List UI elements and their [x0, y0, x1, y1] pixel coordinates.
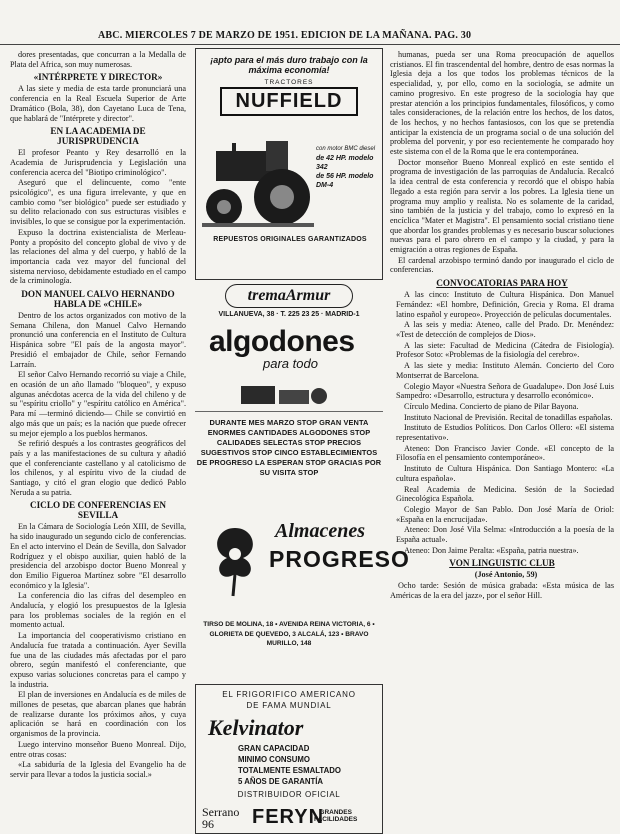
- article-paragraph: Luego intervino monseñor Bueno Monreal. Dijo, entre otras cosas:: [10, 739, 186, 759]
- feature-line: TOTALMENTE ESMALTADO: [238, 766, 341, 775]
- article-paragraph: El cardenal arzobispo terminó dando por inaugurado el ciclo de conferencias.: [390, 255, 614, 275]
- article-paragraph: A las siete y media de esta tarde pronunciará una conferencia en la Real Escuela Superior de Arte Dramático (Bola, 38), don Cayetano Luca de Tena, que hablará de "Intérprete y director".: [10, 84, 186, 123]
- spec-line: con motor BMC diesel: [316, 146, 376, 152]
- list-item: Círculo Medina. Concierto de piano de Pilar Bayona.: [404, 401, 579, 411]
- list-item: Colegio Mayor de San Pablo. Don José María de Oriol: «España en la encrucijada».: [396, 504, 614, 524]
- list-item: Ateneo: Don José Vila Selma: «Introducción a la poesía de la España actual».: [396, 525, 614, 545]
- article-paragraph: La importancia del cooperativismo cristiano en Andalucía fue tratada a continuación. Ayer Sevilla fue una de las ciudades más afectadas por el paro obrero, según manifestó el conferenciante, que expuso varias soluciones concretas para el campo y la industria.: [10, 631, 186, 689]
- kelvinator-ad: [195, 684, 383, 834]
- dealer-address: VILLANUEVA, 38 · T. 225 23 25 · MADRID-1: [218, 311, 360, 318]
- list-item: Instituto de Cultura Hispánica. Don Santiago Montero: «La cultura española».: [396, 464, 614, 483]
- ad-line: EL FRIGORIFICO AMERICANO: [222, 690, 356, 699]
- tractor-illustration: [202, 137, 314, 229]
- sale-ad: [195, 418, 383, 506]
- article-paragraph: Aseguró que el delincuente, como "ente psicológico", es una figura irrelevante, y que en cambio como "ser biológico" puede ser estudiado y su delito relacionado con sus estructuras visibles e invisibles, lo que se consigue por la experimentación.: [10, 178, 186, 227]
- article-paragraph: Expuso la doctrina existencialista de Merleau-Ponty a propósito del concepto global de vivo y de las relaciones del alma y del cuerpo, y habló de la importancia cada vez mayor del funcional del sistema nervioso, debidamente estudiado en el campo de la criminología.: [10, 227, 186, 286]
- section-heading: DON MANUEL CALVO HERNANDO HABLA DE «CHILE»: [21, 289, 175, 310]
- feature-line: GRAN CAPACIDAD: [238, 744, 310, 753]
- cotton-bundle-illustration: [235, 382, 335, 408]
- sale-text: DURANTE MES MARZO STOP GRAN VENTA ENORMES CANTIDADES ALGODONES STOP CALIDADES SELECTAS STOP PRECIOS SUGESTIVOS STOP CINCO ESTABLECIMIENTOS DE PROGRESO LA ESPERAN STOP GRACIAS POR SU VISITA STOP: [196, 418, 382, 477]
- ad-line: DE FAMA MUNDIAL: [246, 701, 332, 710]
- article-paragraph: El plan de inversiones en Andalucía es de miles de millones de pesetas, que abarcan planes que habrán de realizarse durante los próximos años, y cuya aplicación se hará en coordinación con los organismos de la provincia.: [10, 690, 186, 739]
- section-heading: «INTÉRPRETE Y DIRECTOR»: [33, 72, 163, 83]
- flower-icon: [205, 518, 265, 598]
- section-heading: VON LINGUISTIC CLUB: [449, 558, 555, 569]
- spec-line: de 56 HP. modelo DM-4: [316, 173, 374, 189]
- section-subheading: (José Antonio, 59): [474, 570, 538, 580]
- article-paragraph: Se refirió después a los contrastes geográficos del país y a las manifestaciones de su cultura y añadió que el conferenciante castellano y al catolicismo de los chilenos, y al espíritu vivo de la ciudad de Santiago, y citó el gran elogio que dedicó Pablo Neruda a su patria.: [10, 439, 186, 497]
- ad-slogan: ¡apto para el más duro trabajo con la máxima economía!: [210, 55, 368, 75]
- street-number: 96: [202, 817, 214, 831]
- article-paragraph: El profesor Peanto y Rey desarrolló en la Academia de Jurisprudencia y Legislación una conferencia acerca del "Biotipo criminológico".: [10, 148, 186, 177]
- section-heading: EN LA ACADEMIA DE JURISPRUDENCIA: [50, 126, 146, 147]
- facilities-line: GRANDES: [319, 809, 352, 816]
- almacenes-text: Almacenes: [275, 520, 365, 542]
- article-paragraph: Dentro de los actos organizados con motivo de la Semana Chilena, don Manuel Calvo Hernando pronunció una conferencia en el Instituto de Cultura Hispánica sobre "El país de la angosta mayor". Presidió el embajador de Chile, señor Fernando Larraín.: [10, 311, 186, 369]
- article-paragraph: Ocho tarde: Sesión de música grabada: «Esta música de las Américas de la era del jazz», por el señor Hill.: [390, 581, 614, 600]
- section-heading: CONVOCATORIAS PARA HOY: [436, 278, 568, 289]
- convocatorias-list: [390, 290, 614, 555]
- feature-line: 5 AÑOS DE GARANTÍA: [238, 777, 324, 786]
- ad-footer: REPUESTOS ORIGINALES GARANTIZADOS: [213, 236, 367, 243]
- list-item: Instituto de Estudios Políticos. Don Carlos Ollero: «El sistema representativo».: [396, 423, 614, 443]
- article-paragraph: Doctor monseñor Bueno Monreal explicó en este sentido el programa de investigación de las parroquias de Andalucía. Recalcó la idea central de esta conferencia y recordó que el obispo había llegado a esta región para servir a los pobres. La Iglesia tiene un programa muy amplio y realista. No es solamente de la caridad, sino también de la justicia y del trabajo, como lo expresó en la encíclica "Mater et Magistra". El pensamiento social cristiano tiene que abordar los grandes problemas y es necesario buscar soluciones nuevas para el paro obrero en el campo y la ciudad, y para la emigración a otras regiones de España.: [390, 157, 614, 255]
- ads-column: [195, 48, 410, 832]
- article-paragraph: La conferencia dio las cifras del desempleo en Andalucía, y elogió los presupuestos de la Iglesia para los problemas sociales de la región en el momento actual.: [10, 591, 186, 630]
- feature-line: MINIMO CONSUMO: [238, 755, 310, 764]
- list-item: Ateneo: Don Jaime Peralta: «España, patria nuestra».: [404, 545, 579, 555]
- article-paragraph: humanas, pueda ser una Roma preocupación de aquellos cristianos. El fin trascendental del hombre, dentro de esas normas la Iglesia deja a los que todos los problemas técnicos de la especialidad, y, por ello, como en la sociología, se admite un camino progresivo. En este progreso de la sociología hay que prestar atención a los principios fundamentales, filosóficos, y como tales consideraciones, de la relación entre los hechos, de los datos, de los hechos, y no hechos fantasiosos, con los que se pretendía anticipar la existencia de un programa social o de una solución del problema del porvenir, y por eso recientemente he comparado hoy este sistema con el de la Roma que le era contemporánea.: [390, 50, 614, 157]
- list-item: Ateneo: Don Francisco Javier Conde. «El concepto de la Filosofía en el pensamiento contemporáneo».: [396, 443, 614, 463]
- header-rule: [0, 44, 620, 45]
- street-name: Serrano: [202, 805, 240, 819]
- dealer-logo: tremaArmur: [225, 284, 353, 308]
- feryn-logo: FERYN: [252, 806, 325, 828]
- facilities-text: [314, 809, 357, 823]
- nuffield-ad: [195, 48, 383, 280]
- dealer-ad: [195, 284, 383, 316]
- section-heading: CICLO DE CONFERENCIAS EN SEVILLA: [29, 500, 167, 521]
- addresses-text: TIRSO DE MOLINA, 18 • AVENIDA REINA VICTORIA, 6 • GLORIETA DE QUEVEDO, 3 ALCALÁ, 123 • BRAVO MURILLO, 148: [203, 621, 375, 648]
- right-column: [390, 50, 614, 834]
- list-item: A las cinco: Instituto de Cultura Hispánica. Don Manuel Fernández: «El hombre, Definición, Grecia y Roma. El drama latino español y europeo». Proyección de películas documentales.: [396, 290, 614, 319]
- left-column: [10, 50, 186, 834]
- store-street: [202, 806, 239, 830]
- page-header: ABC. MIERCOLES 7 DE MARZO DE 1951. EDICION DE LA MAÑANA. PAG. 30: [98, 30, 472, 41]
- progreso-ad: [195, 512, 410, 604]
- article-paragraph: El señor Calvo Hernando recorrió su viaje a Chile, en ocasión de un año llamado "bloqueo", y expuso algunas anécdotas acerca de la vida del chileno y de su "espíritu criollo" y "espíritu católico en América". Para mí —terminó diciendo— Chile se convirtió en algo más que un país; es la nación que puede ofrecer su mejor ejemplo a los pueblos hermanos.: [10, 370, 186, 438]
- article-paragraph: En la Cámara de Sociología León XIII, de Sevilla, ha sido inaugurado un segundo ciclo de conferencias. En el acto intervino el Deán de Sevilla, don Salvador Rodríguez y el obispo auxiliar, quien habló de la presidencia del arzobispo doctor Bueno Monreal y don Emilio Figueroa Martínez sobre "El desarrollo económico y la Iglesia".: [10, 522, 186, 590]
- algodones-ad: [195, 326, 383, 412]
- list-item: Colegio Mayor «Nuestra Señora de Guadalupe». Don José Luis Sampedro: «Desarrollo, estructura y desarrollo económico».: [396, 381, 614, 401]
- kelvinator-logo: Kelvinator: [208, 715, 304, 740]
- list-item: A las siete y media: Instituto Alemán. Concierto del Coro Montserrat de Barcelona.: [396, 361, 614, 380]
- nuffield-logo: NUFFIELD: [220, 87, 358, 116]
- list-item: A las seis y media: Ateneo, calle del Prado. Dr. Menéndez: «Test de detección de complejos de Dios».: [396, 320, 614, 339]
- article-paragraph: dores presentadas, que concurran a la Medalla de Plata del Africa, son muy numerosas.: [10, 50, 186, 69]
- list-item: Instituto Nacional de Previsión. Recital de tonadillas españolas.: [404, 412, 613, 422]
- facilities-line: FACILIDADES: [314, 816, 358, 823]
- spec-line: de 42 HP. modelo 342: [316, 155, 374, 171]
- distributor-label: DISTRIBUIDOR OFICIAL: [237, 790, 341, 799]
- tractor-specs: [316, 145, 380, 190]
- store-addresses: [195, 620, 383, 674]
- ad-label: TRACTORES: [264, 79, 314, 86]
- list-item: Real Academia de Medicina. Sesión de la Sociedad Ginecológica Española.: [396, 484, 614, 504]
- algodones-title: algodones: [209, 325, 355, 358]
- list-item: A las siete: Facultad de Medicina (Cátedra de Fisiología). Profesor Soto: «Problemas de la fisiología del cerebro».: [396, 340, 614, 360]
- article-paragraph: «La sabiduría de la Iglesia del Evangelio ha de servir para llevar a todos la justicia social.»: [10, 760, 186, 779]
- algodones-subtitle: para todo: [263, 356, 318, 371]
- progreso-logo: PROGRESO: [269, 546, 410, 572]
